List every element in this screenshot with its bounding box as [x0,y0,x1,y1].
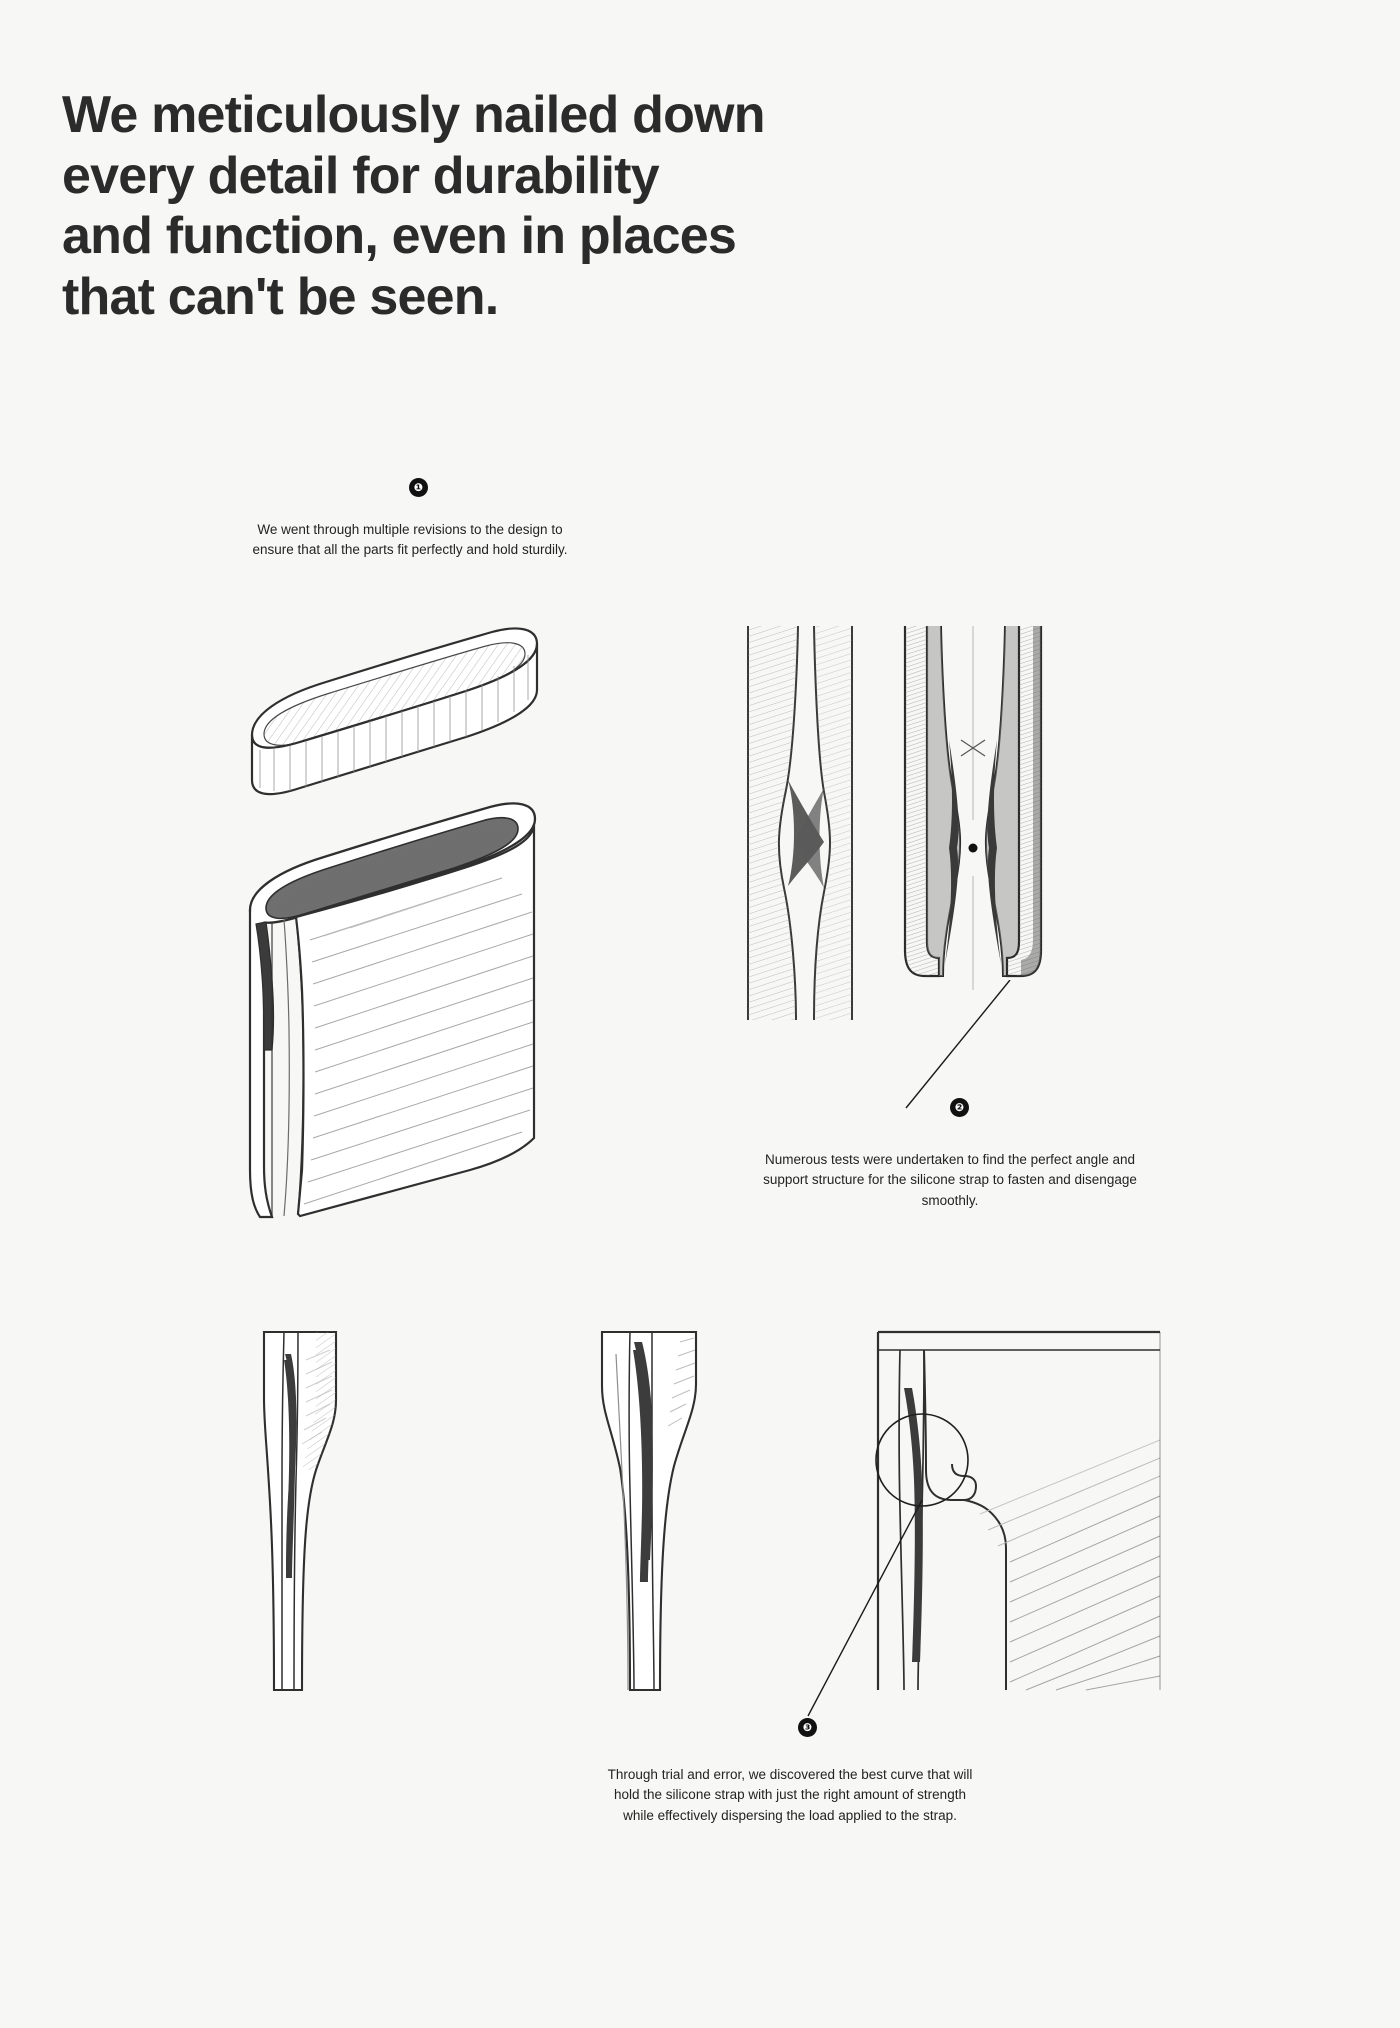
headline-line-4: that can't be seen. [62,268,499,327]
callout-marker-2: ❷ [950,1098,969,1117]
figure-strap-tip-detail [240,1320,400,1700]
callout-marker-1: ❶ [409,478,428,497]
leader-line-3 [800,1500,930,1735]
headline-line-3: and function, even in places [62,207,736,266]
callout-caption-2: Numerous tests were undertaken to find the perfect angle and support structure for the silicone strap to fasten and disengage smoothly. [763,1152,1137,1208]
figure-exploded-cap-and-body [240,610,670,1300]
callout-caption-1: We went through multiple revisions to the design to ensure that all the parts fit perfectly and hold sturdily. [252,522,568,558]
callout-caption-3: Through trial and error, we discovered the best curve that will hold the silicone strap with just the right amount of strength while effectively dispersing the load applied to the strap. [607,1767,973,1823]
callout-marker-3: ❸ [798,1718,817,1737]
figure-strap-tip-detail-wide [580,1320,760,1700]
headline-line-2: every detail for durability [62,146,659,205]
headline-line-1: We meticulously nailed down [62,85,765,144]
page-title [62,85,962,328]
